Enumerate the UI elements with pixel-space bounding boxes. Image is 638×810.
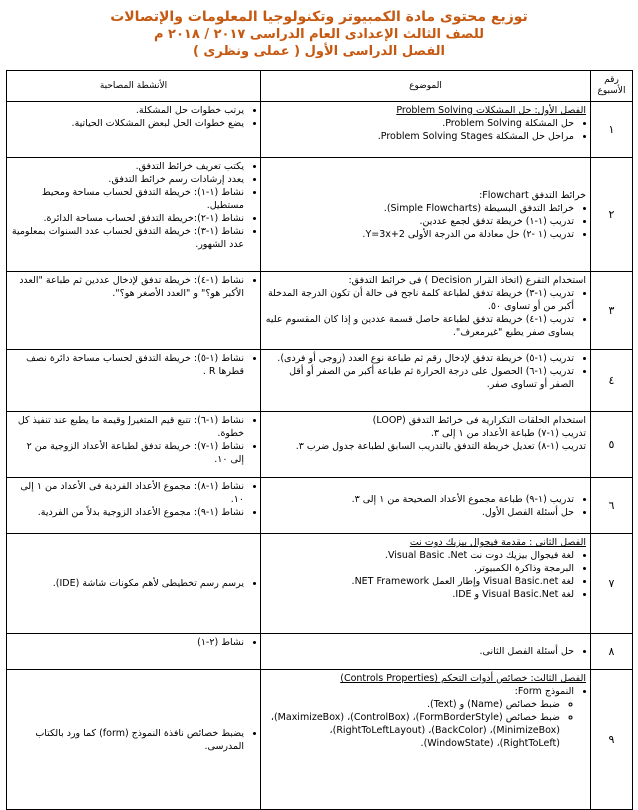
table-row — [7, 534, 633, 634]
week-number: ١ — [591, 102, 633, 158]
topic-item: • مراحل حل المشكلة Problem Solving Stages. — [265, 130, 574, 143]
activity-item: • نشاط (٢-١) — [11, 636, 244, 649]
activities-cell — [7, 534, 261, 634]
table-row — [7, 634, 633, 670]
table-row — [7, 478, 633, 534]
table-row — [7, 670, 633, 810]
activity-item: • نشاط (١-٨): مجموع الأعداد الفردية فى الأعداد من ١ إلى ١٠. — [11, 480, 244, 506]
document-title: توزيع محتوى مادة الكمبيوتر وتكنولوجيا المعلومات والإتصالات — [110, 9, 528, 25]
topic-item: • حل أسئلة الفصل الثانى. — [265, 645, 574, 658]
topic-item: • تدريب (١-٦) الحصول على درجة الحرارة ثم طباعة أكبر من الصفر أو أقل الصفر أو تساوى صفر. — [265, 365, 574, 391]
topic-title: الفصل الثانى : مقدمة فيجوال بيزيك دوت نت — [409, 537, 586, 548]
activity-item: • يعدد إرشادات رسم خرائط التدفق. — [11, 173, 244, 186]
activity-item: • يضبط خصائص نافذة النموذج (form) كما ورد بالكتاب المدرسى. — [11, 727, 244, 753]
topic-item: • البرمجة وذاكرة الكمبيوتر. — [265, 562, 574, 575]
week-number: ٥ — [591, 412, 633, 478]
week-number: ٤ — [591, 350, 633, 412]
topic-cell — [261, 272, 591, 350]
topic-item: • تدريب (١-٩) طباعة مجموع الأعداد الصحيحة من ١ إلى ٣. — [265, 493, 574, 506]
table-row — [7, 102, 633, 158]
column-header-week: رقم الأسبوع — [591, 71, 633, 102]
activity-item: • نشاط (١-٤): خريطة تدفق لإدخال عددين ثم طباعة "العدد الأكبر هو؟" و "العدد الأصغر هو؟". — [11, 274, 244, 300]
week-number: ٦ — [591, 478, 633, 534]
table-header-row — [7, 71, 633, 102]
table-row — [7, 158, 633, 272]
topic-item: • لغة فيجوال بيزيك دوت نت Visual Basic .Net. — [265, 549, 574, 562]
activity-item: • نشاط (١-٦): تتبع قيم المتغيرJ وقيمة ما يطبع عند تنفيذ كل خطوة. — [11, 414, 244, 440]
topic-item: • النموذج Form: — [265, 685, 574, 698]
topic-cell — [261, 412, 591, 478]
column-header-activities: الأنشطة المصاحبة — [7, 71, 261, 102]
topic-item: • حل المشكلة Problem Solving. — [265, 117, 574, 130]
activities-cell — [7, 412, 261, 478]
week-number: ٢ — [591, 158, 633, 272]
topic-title: استخدام التفرع (اتخاذ القرار Decision ) فى خرائط التدفق: — [348, 275, 586, 286]
topic-subitem: ◦ ضبط خصائص (FormBorderStyle)، (ControlBox)، (MaximizeBox)، (MinimizeBox)، (BackColor)، (RightToLeftLayout)، (RightToLeft)، (WindowState). — [265, 711, 560, 750]
topic-item: • تدريب (١-٣) خريطة تدفق لطباعة كلمة ناجح فى حالة أن تكون الدرجة المدخلة أكبر من أو تساوى ٥٠. — [265, 287, 574, 313]
topic-title: الفصل الثالث: خصائص أدوات التحكم (Controls Properties) — [340, 673, 586, 684]
topic-cell — [261, 158, 591, 272]
topic-item: • تدريب (١-٥) خريطة تدفق لإدخال رقم ثم طباعة نوع العدد (زوجى أو فردى). — [265, 352, 574, 365]
activities-cell — [7, 102, 261, 158]
topic-title: استخدام الحلقات التكرارية فى خرائط التدفق (LOOP) — [372, 415, 586, 426]
activity-item: • نشاط (١-٢):خريطة التدفق لحساب مساحة الدائرة. — [11, 212, 244, 225]
activity-item: • نشاط (١-١): خريطة التدفق لحساب مساحة ومحيط مستطيل. — [11, 186, 244, 212]
activity-item: • يضع خطوات الحل لبعض المشكلات الحياتية. — [11, 117, 244, 130]
activity-item: • نشاط (١-٩): مجموع الأعداد الزوجية بدلاً من الفردية. — [11, 506, 244, 519]
topic-item: • خرائط التدفق البسيطة (Simple Flowcharts). — [265, 202, 574, 215]
topic-cell — [261, 634, 591, 670]
topic-cell — [261, 102, 591, 158]
topic-subitem: ◦ ضبط خصائص (Name) و (Text). — [265, 698, 560, 711]
topic-item: • حل أسئلة الفصل الأول. — [265, 506, 574, 519]
document-subtitle-grade: للصف الثالث الإعدادى العام الدراسى ٢٠١٧ / ٢٠١٨ م — [153, 27, 485, 42]
activity-item: • نشاط (١-٣): خريطة التدفق لحساب عدد السنوات بمعلومية عدد الشهور. — [11, 225, 244, 251]
table-row — [7, 350, 633, 412]
activities-cell — [7, 272, 261, 350]
topic-line: تدريب (١-٨) تعديل خريطة التدفق بالتدريب السابق لطباعة جدول ضرب ٣. — [295, 441, 586, 452]
topic-item: • تدريب (١-٤) خريطة تدفق لطباعة حاصل قسمة عددين و إذا كان المقسوم عليه يساوى صفر يطبع "غيرمعرف". — [265, 313, 574, 339]
activities-cell — [7, 158, 261, 272]
activity-item: • نشاط (١-٥): خريطة التدفق لحساب مساحة دائرة نصف قطرها R . — [11, 352, 244, 378]
curriculum-table — [6, 70, 633, 810]
week-number: ٨ — [591, 634, 633, 670]
topic-line: تدريب (١-٧) طباعة الأعداد من ١ إلى ٣. — [430, 428, 586, 439]
document-header — [0, 0, 638, 60]
topic-cell — [261, 534, 591, 634]
week-number: ٧ — [591, 534, 633, 634]
week-number: ٩ — [591, 670, 633, 810]
document-subtitle-term: الفصل الدراسى الأول ( عملى ونظرى ) — [192, 44, 446, 59]
activity-item: • يرتب خطوات حل المشكلة. — [11, 104, 244, 117]
activity-item: • يكتب تعريف خرائط التدفق. — [11, 160, 244, 173]
topic-item: • لغة Visual Basic.Net و IDE. — [265, 588, 574, 601]
activity-item: • نشاط (١-٧): خريطة تدفق لطباعة الأعداد الزوجية من ٢ إلى ١٠. — [11, 440, 244, 466]
topic-title: الفصل الأول: حل المشكلات Problem Solving — [396, 105, 586, 116]
activities-cell — [7, 634, 261, 670]
topic-item: • تدريب (١ -٢) حل معادلة من الدرجة الأولى Y=3x+2. — [265, 228, 574, 241]
week-number: ٣ — [591, 272, 633, 350]
topic-cell — [261, 350, 591, 412]
topic-cell — [261, 670, 591, 810]
activities-cell — [7, 478, 261, 534]
activities-cell — [7, 670, 261, 810]
activities-cell — [7, 350, 261, 412]
activity-item: • يرسم رسم تخطيطى لأهم مكونات شاشة (IDE). — [11, 577, 244, 590]
table-row — [7, 412, 633, 478]
topic-item: • تدريب (١-١) خريطة تدفق لجمع عددين. — [265, 215, 574, 228]
topic-title: خرائط التدفق Flowchart: — [479, 189, 586, 201]
column-header-topic: الموضوع — [261, 71, 591, 102]
topic-item: • لغة Visual Basic.net وإطار العمل NET Framework. — [265, 575, 574, 588]
topic-cell — [261, 478, 591, 534]
table-row — [7, 272, 633, 350]
